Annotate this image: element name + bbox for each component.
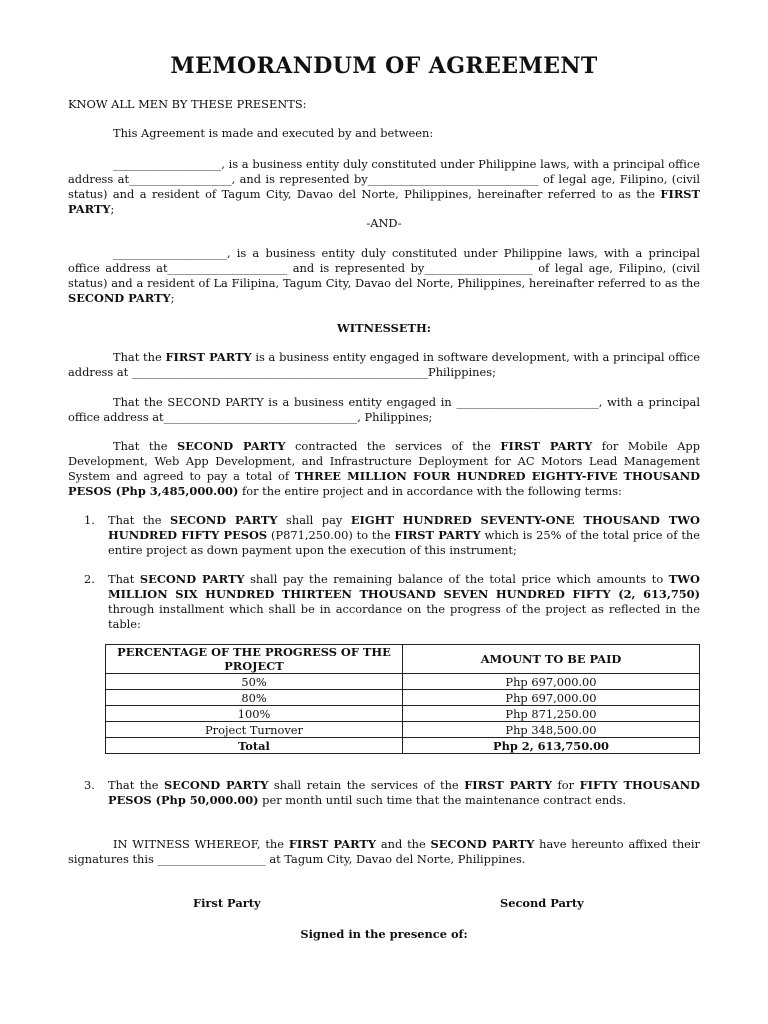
term-3-number: 3. — [84, 778, 95, 792]
presence-line: Signed in the presence of: — [300, 927, 468, 941]
text: and is represented by — [287, 261, 425, 275]
header-amount: AMOUNT TO BE PAID — [403, 645, 700, 674]
first-party-paragraph — [68, 157, 700, 217]
blank-second-party-rep: ___________________ — [424, 261, 533, 275]
second-party-label: SECOND PARTY — [176, 439, 286, 453]
table-header-row — [106, 645, 700, 674]
text: That the — [113, 350, 166, 364]
witnesseth-clause-1 — [68, 350, 700, 380]
total-label-cell: Total — [106, 738, 403, 754]
signature-second-party: Second Party — [500, 896, 584, 910]
text: contracted the services of the — [285, 439, 501, 453]
text: is a business entity engaged in software development, with a principal office address at — [68, 350, 701, 379]
text: at Tagum City, Davao del Norte, Philippines. — [265, 852, 526, 866]
maintenance-amount: FIFTY THOUSAND PESOS (Php 50,000.00) — [108, 778, 700, 807]
down-payment-amount: EIGHT HUNDRED SEVENTY-ONE THOUSAND TWO HUNDRED FIFTY PESOS — [108, 513, 700, 542]
text: which is 25% of the total price of the entire project as down payment upon the execution of this instrument; — [108, 528, 700, 557]
text: That the — [113, 439, 177, 453]
text: That the — [108, 513, 170, 527]
opening-line: This Agreement is made and executed by and between: — [113, 126, 434, 140]
progress-cell: Project Turnover — [106, 722, 403, 738]
text: Philippines; — [428, 365, 496, 379]
header-progress: PERCENTAGE OF THE PROGRESS OF THE PROJECT — [106, 645, 403, 674]
term-2 — [108, 572, 700, 632]
and-separator: -AND- — [366, 216, 402, 230]
text: have hereunto affixed their signatures this — [68, 837, 701, 866]
total-amount-cell: Php 2, 613,750.00 — [403, 738, 700, 754]
table-row — [106, 706, 700, 722]
progress-cell: 80% — [106, 690, 403, 706]
text: ; — [170, 291, 175, 305]
amount-cell: Php 871,250.00 — [403, 706, 700, 722]
second-party-label: SECOND PARTY — [163, 778, 269, 792]
text: , Philippines; — [357, 410, 433, 424]
text: That — [108, 572, 140, 586]
text: for the entire project and in accordance with the following terms: — [238, 484, 622, 498]
blank-first-party-rep: ______________________________ — [367, 172, 539, 186]
text: per month until such time that the maintenance contract ends. — [258, 793, 626, 807]
total-amount: THREE MILLION FOUR HUNDRED EIGHTY-FIVE THOUSAND PESOS (Php 3,485,000.00) — [68, 469, 700, 498]
term-1-number: 1. — [84, 513, 95, 527]
text: shall retain the services of the — [268, 778, 465, 792]
text: shall pay the remaining balance of the total price which amounts to — [244, 572, 669, 586]
intro-line: KNOW ALL MEN BY THESE PRESENTS: — [68, 97, 307, 111]
table-row — [106, 674, 700, 690]
blank-office-address: ____________________________________________________ — [131, 365, 429, 379]
witness-whereof-paragraph — [68, 837, 700, 867]
text: , is a business entity duly constituted under Philippine laws, with a principal office address at — [68, 246, 700, 275]
payment-schedule-table — [105, 644, 700, 754]
document-title: MEMORANDUM OF AGREEMENT — [170, 53, 598, 79]
text: of legal age, Filipino, (civil status) and a resident of La Filipina, Tagum City, Davao del Norte, Philippines, hereinafter referred to as the — [68, 261, 700, 290]
text: , and is represented by — [231, 172, 368, 186]
second-party-label: SECOND PARTY — [68, 291, 171, 305]
progress-cell: 50% — [106, 674, 403, 690]
balance-amount: TWO MILLION SIX HUNDRED THIRTEEN THOUSAND SEVEN HUNDRED FIFTY (2, 613,750) — [108, 572, 700, 601]
blank-office-address: __________________________________ — [163, 410, 358, 424]
witnesseth-clause-2 — [68, 395, 700, 425]
text: That the — [108, 778, 164, 792]
first-party-label: FIRST PARTY — [288, 837, 377, 851]
blank-signing-date: ___________________ — [157, 852, 266, 866]
text: , is a business entity duly constituted under Philippine laws, with a principal office address at — [68, 157, 700, 186]
term-1 — [108, 513, 700, 558]
amount-cell: Php 348,500.00 — [403, 722, 700, 738]
text: That the SECOND PARTY is a business entity engaged in — [113, 395, 457, 409]
term-3 — [108, 778, 700, 808]
text: through installment which shall be in accordance on the progress of the project as reflected in the table: — [108, 602, 700, 631]
progress-cell: 100% — [106, 706, 403, 722]
text: (P871,250.00) to the — [267, 528, 395, 542]
blank-first-party-address: __________________ — [129, 172, 232, 186]
text: shall pay — [277, 513, 351, 527]
first-party-label: FIRST PARTY — [165, 350, 252, 364]
second-party-paragraph — [68, 246, 700, 306]
blank-second-party-address: _____________________ — [167, 261, 288, 275]
text: and the — [376, 837, 431, 851]
first-party-label: FIRST PARTY — [68, 187, 700, 216]
second-party-label: SECOND PARTY — [430, 837, 535, 851]
table-total-row — [106, 738, 700, 754]
table-row — [106, 690, 700, 706]
first-party-label: FIRST PARTY — [394, 528, 481, 542]
text: , with a principal office address at — [68, 395, 700, 424]
text: for Mobile App Development, Web App Development, and Infrastructure Deployment for AC Motors Lead Management System and agreed to pay a total of — [68, 439, 701, 483]
text: of legal age, Filipino, (civil status) and a resident of Tagum City, Davao del Norte, Philippines, hereinafter referred to as the — [68, 172, 700, 201]
second-party-label: SECOND PARTY — [139, 572, 245, 586]
first-party-label: FIRST PARTY — [464, 778, 553, 792]
text: for — [552, 778, 580, 792]
second-party-label: SECOND PARTY — [170, 513, 278, 527]
term-2-number: 2. — [84, 572, 95, 586]
amount-cell: Php 697,000.00 — [403, 674, 700, 690]
witnesseth-heading: WITNESSETH: — [336, 321, 432, 335]
blank-first-party-name: ___________________ — [113, 157, 222, 171]
witnesseth-clause-3 — [68, 439, 700, 499]
text: IN WITNESS WHEREOF, the — [113, 837, 289, 851]
blank-business: _________________________ — [456, 395, 599, 409]
signature-first-party: First Party — [193, 896, 261, 910]
text: ; — [110, 202, 115, 216]
amount-cell: Php 697,000.00 — [403, 690, 700, 706]
first-party-label: FIRST PARTY — [500, 439, 593, 453]
blank-second-party-name: ____________________ — [113, 246, 227, 260]
table-row — [106, 722, 700, 738]
